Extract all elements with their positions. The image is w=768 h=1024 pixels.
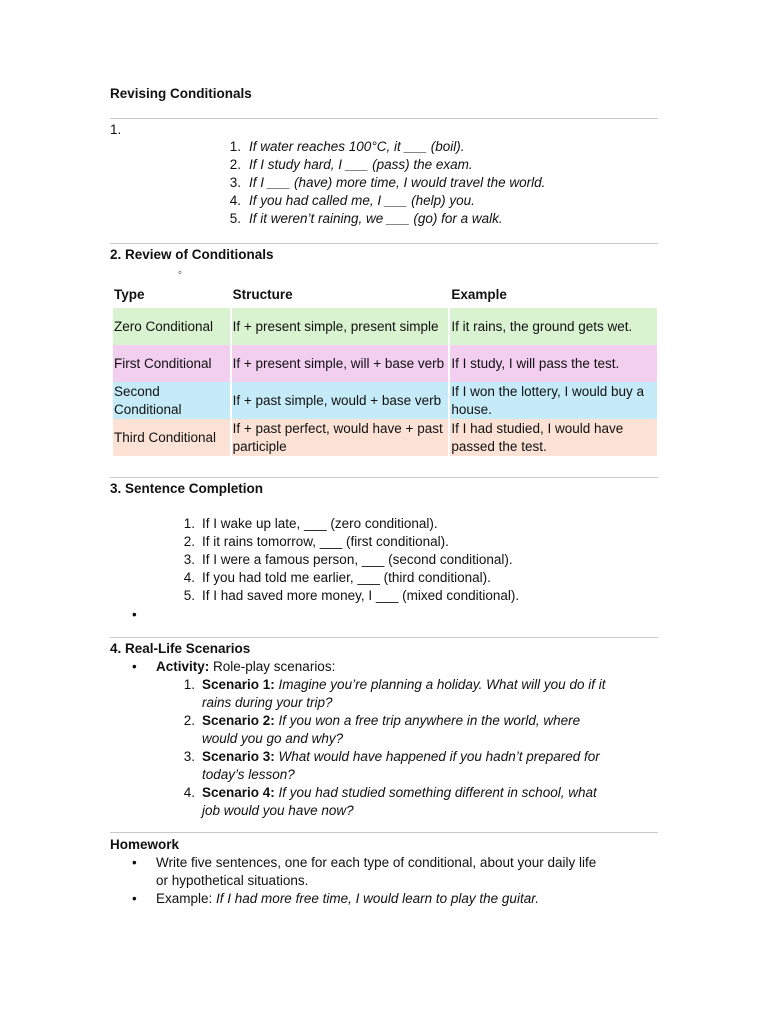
scenario-label: Scenario 3: <box>202 749 275 764</box>
table-cell-structure: If + past simple, would + base verb <box>232 382 449 419</box>
scenario-line <box>202 766 662 784</box>
homework-item <box>156 854 658 890</box>
list-item <box>226 192 545 210</box>
bullet: • <box>132 855 137 870</box>
scenario-line <box>202 730 662 748</box>
list-item-text: If you had called me, I ___ (help) you. <box>249 193 475 208</box>
list-item-number: 4. <box>183 785 195 800</box>
divider <box>110 477 658 478</box>
homework-item-line: Write five sentences, one for each type of conditional, about your daily life <box>156 855 597 870</box>
table-cell-example: If it rains, the ground gets wet. <box>450 308 657 345</box>
list-item-number: 4. <box>229 193 241 208</box>
list-item <box>180 551 519 569</box>
divider <box>110 832 658 833</box>
table-cell-structure: If + past perfect, would have + past participle <box>232 419 449 456</box>
table-header-structure: Structure <box>232 287 293 302</box>
scenario-line <box>202 694 662 712</box>
table-row-third-conditional <box>113 419 657 456</box>
list-item <box>180 569 519 587</box>
divider <box>110 118 658 119</box>
section1-list <box>226 138 545 228</box>
divider <box>110 637 658 638</box>
conditionals-table <box>111 282 659 456</box>
example-text: If I had more free time, I would learn to play the guitar. <box>216 891 539 906</box>
activity-line <box>156 658 656 676</box>
list-item-number: 1. <box>183 677 195 692</box>
scenario-text: would you go and why? <box>202 731 344 746</box>
hollow-bullet: ◦ <box>178 267 182 279</box>
list-item-number: 3. <box>183 552 195 567</box>
section3-heading: 3. Sentence Completion <box>110 481 264 496</box>
list-item-number: 4. <box>183 570 195 585</box>
list-item <box>226 210 545 228</box>
list-item-text: If I wake up late, ___ (zero conditional). <box>202 516 438 531</box>
table-cell-type: Third Conditional <box>113 419 230 456</box>
section3-list <box>180 515 519 605</box>
list-item-number: 1. <box>229 139 241 154</box>
list-item-number: 3. <box>183 749 195 764</box>
list-item-number: 2. <box>229 157 241 172</box>
list-item-number: 1. <box>183 516 195 531</box>
scenario-text: rains during your trip? <box>202 695 333 710</box>
scenario-text: job would you have now? <box>202 803 354 818</box>
scenario-text: What would have happened if you hadn’t prepared for <box>274 749 600 764</box>
bullet: • <box>132 607 137 622</box>
scenario-list <box>180 676 662 820</box>
scenario-item <box>180 784 662 820</box>
scenario-line <box>202 712 662 730</box>
homework-heading: Homework <box>110 837 180 852</box>
table-header-row <box>113 282 657 308</box>
list-item-number: 2. <box>183 534 195 549</box>
scenario-line <box>202 802 662 820</box>
scenario-item <box>180 676 662 712</box>
scenario-item <box>180 748 662 784</box>
table-cell-example: If I won the lottery, I would buy a house. <box>450 382 657 419</box>
activity-label: Activity: <box>156 659 210 674</box>
table-cell-example: If I study, I will pass the test. <box>450 345 657 382</box>
scenario-label: Scenario 2: <box>202 713 275 728</box>
scenario-text: today’s lesson? <box>202 767 295 782</box>
list-item-text: If I study hard, I ___ (pass) the exam. <box>249 157 473 172</box>
table-header-type: Type <box>114 287 145 302</box>
list-item <box>180 515 519 533</box>
scenario-item <box>180 712 662 748</box>
table-cell-structure: If + present simple, will + base verb <box>232 345 449 382</box>
table-cell-example: If I had studied, I would have passed the test. <box>450 419 657 456</box>
scenario-text: Imagine you’re planning a holiday. What will you do if it <box>274 677 606 692</box>
list-item-number: 3. <box>229 175 241 190</box>
scenario-line <box>202 748 662 766</box>
section1-number: 1. <box>110 122 122 137</box>
table-cell-structure: If + present simple, present simple <box>232 308 449 345</box>
list-item <box>180 533 519 551</box>
list-item-text: If I were a famous person, ___ (second conditional). <box>202 552 513 567</box>
list-item-number: 5. <box>229 211 241 226</box>
homework-example <box>156 890 658 908</box>
list-item <box>226 174 545 192</box>
list-item-text: If you had told me earlier, ___ (third conditional). <box>202 570 491 585</box>
activity-text: Role-play scenarios: <box>209 659 336 674</box>
scenario-text: If you won a free trip anywhere in the world, where <box>274 713 581 728</box>
homework-item-line: or hypothetical situations. <box>156 873 309 888</box>
table-row-zero-conditional <box>113 308 657 345</box>
scenario-text: If you had studied something different in school, what <box>274 785 597 800</box>
table-cell-type: Second Conditional <box>113 382 230 419</box>
table-cell-type: First Conditional <box>113 345 230 382</box>
table-cell-type: Zero Conditional <box>113 308 230 345</box>
list-item <box>226 138 545 156</box>
scenario-line <box>202 784 662 802</box>
table-header-example: Example <box>451 287 507 302</box>
table-row-second-conditional <box>113 382 657 419</box>
table-row-first-conditional <box>113 345 657 382</box>
section2-heading: 2. Review of Conditionals <box>110 247 274 262</box>
list-item-text: If water reaches 100°C, it ___ (boil). <box>249 139 465 154</box>
list-item-text: If I ___ (have) more time, I would travel the world. <box>249 175 546 190</box>
scenario-line <box>202 676 662 694</box>
list-item-text: If it rains tomorrow, ___ (first conditional). <box>202 534 449 549</box>
bullet: • <box>132 659 137 674</box>
list-item-text: If I had saved more money, I ___ (mixed conditional). <box>202 588 520 603</box>
list-item <box>180 587 519 605</box>
scenario-label: Scenario 1: <box>202 677 275 692</box>
example-label: Example: <box>156 891 217 906</box>
list-item-number: 5. <box>183 588 195 603</box>
divider <box>110 243 658 244</box>
document-title: Revising Conditionals <box>110 86 252 101</box>
list-item-text: If it weren’t raining, we ___ (go) for a walk. <box>249 211 503 226</box>
scenario-label: Scenario 4: <box>202 785 275 800</box>
section4-heading: 4. Real-Life Scenarios <box>110 641 251 656</box>
list-item-number: 2. <box>183 713 195 728</box>
list-item <box>226 156 545 174</box>
bullet: • <box>132 891 137 906</box>
